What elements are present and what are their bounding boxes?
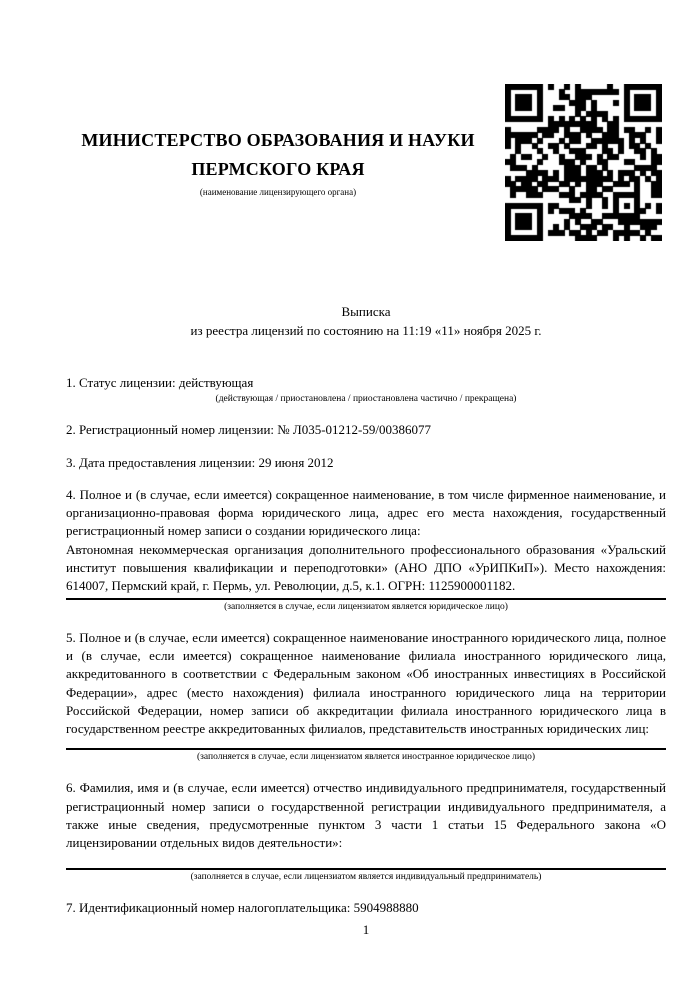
item-text: 2. Регистрационный номер лицензии: № Л035-01212-59/00386077 bbox=[66, 422, 432, 438]
item-caption: (заполняется в случае, если лицензиатом является юридическое лицо) bbox=[224, 601, 508, 612]
document-header bbox=[66, 126, 490, 198]
item-taxpayer-number bbox=[66, 899, 666, 917]
item-caption: (заполняется в случае, если лицензиатом является иностранное юридическое лицо) bbox=[197, 752, 535, 763]
item-answer bbox=[66, 853, 666, 866]
blank-fill-line bbox=[66, 748, 666, 750]
title-line1: Выписка bbox=[341, 304, 391, 319]
page-number: 1 bbox=[362, 922, 370, 937]
org-name-line1: МИНИСТЕРСТВО ОБРАЗОВАНИЯ И НАУКИ bbox=[81, 130, 475, 150]
item-text: 1. Статус лицензии: действующая bbox=[66, 375, 254, 390]
item-question: 4. Полное и (в случае, если имеется) сокращенное наименование, в том числе фирменное наименование, и организационно-правовая форма юридического лица, адрес его места нахождения, государственный регистрационный номер записи о создании юридического лица: bbox=[66, 486, 666, 539]
item-individual-entrepreneur bbox=[66, 779, 666, 882]
title-line2: из реестра лицензий по состоянию на 11:19 «11» ноября 2025 г. bbox=[190, 323, 542, 338]
document-content bbox=[66, 0, 666, 931]
item-foreign-entity bbox=[66, 629, 666, 764]
item-text: 3. Дата предоставления лицензии: 29 июня 2012 bbox=[66, 454, 334, 470]
items-list bbox=[66, 374, 666, 917]
item-registration-number bbox=[66, 421, 666, 439]
blank-fill-line bbox=[66, 598, 666, 600]
item-license-status bbox=[66, 374, 666, 405]
org-name-caption: (наименование лицензирующего органа) bbox=[199, 187, 357, 197]
item-caption: (заполняется в случае, если лицензиатом является индивидуальный предприниматель) bbox=[190, 871, 542, 882]
item-question: 6. Фамилия, имя и (в случае, если имеется) отчество индивидуального предпринимателя, государственный регистрационный номер записи о государственной регистрации индивидуального предпринимателя, а также иные сведения, предусмотренные пунктом 3 части 1 статьи 15 Федерального закона «О лицензировании отдельных видов деятельности»: bbox=[66, 780, 666, 851]
item-question: 5. Полное и (в случае, если имеется) сокращенное наименование иностранного юридического лица, полное и (в случае, если имеется) сокращенное наименование филиала иностранного юридического лица, аккредитованного в соответствии с Федеральным законом «Об иностранных инвестициях в Российской Федерации», адрес (место нахождения) филиала иностранного юридического лица на территории Российской Федерации, номер записи об аккредитации филиала иностранного юридического лица в государственном реестре аккредитованных филиалов, представительств иностранных юридических лиц: bbox=[66, 629, 666, 737]
org-name-line2: ПЕРМСКОГО КРАЯ bbox=[191, 159, 365, 179]
licensing-authority-name bbox=[66, 126, 490, 184]
item-caption: (действующая / приостановлена / приостановлена частично / прекращена) bbox=[215, 394, 517, 405]
document-title bbox=[66, 302, 666, 340]
blank-fill-line bbox=[66, 868, 666, 870]
item-answer: Автономная некоммерческая организация дополнительного профессионального образования «Уральский институт повышения квалификации и переподготовки» (АНО ДПО «УрИПКиП»). Место нахождения: 614007, Пермский край, г. Пермь, ул. Революции, д.5, к.1. ОГРН: 1125900001182. bbox=[66, 541, 666, 594]
item-text: 7. Идентификационный номер налогоплательщика: 5904988880 bbox=[66, 899, 419, 915]
item-license-date bbox=[66, 454, 666, 472]
item-legal-entity bbox=[66, 486, 666, 613]
item-answer bbox=[66, 738, 666, 746]
